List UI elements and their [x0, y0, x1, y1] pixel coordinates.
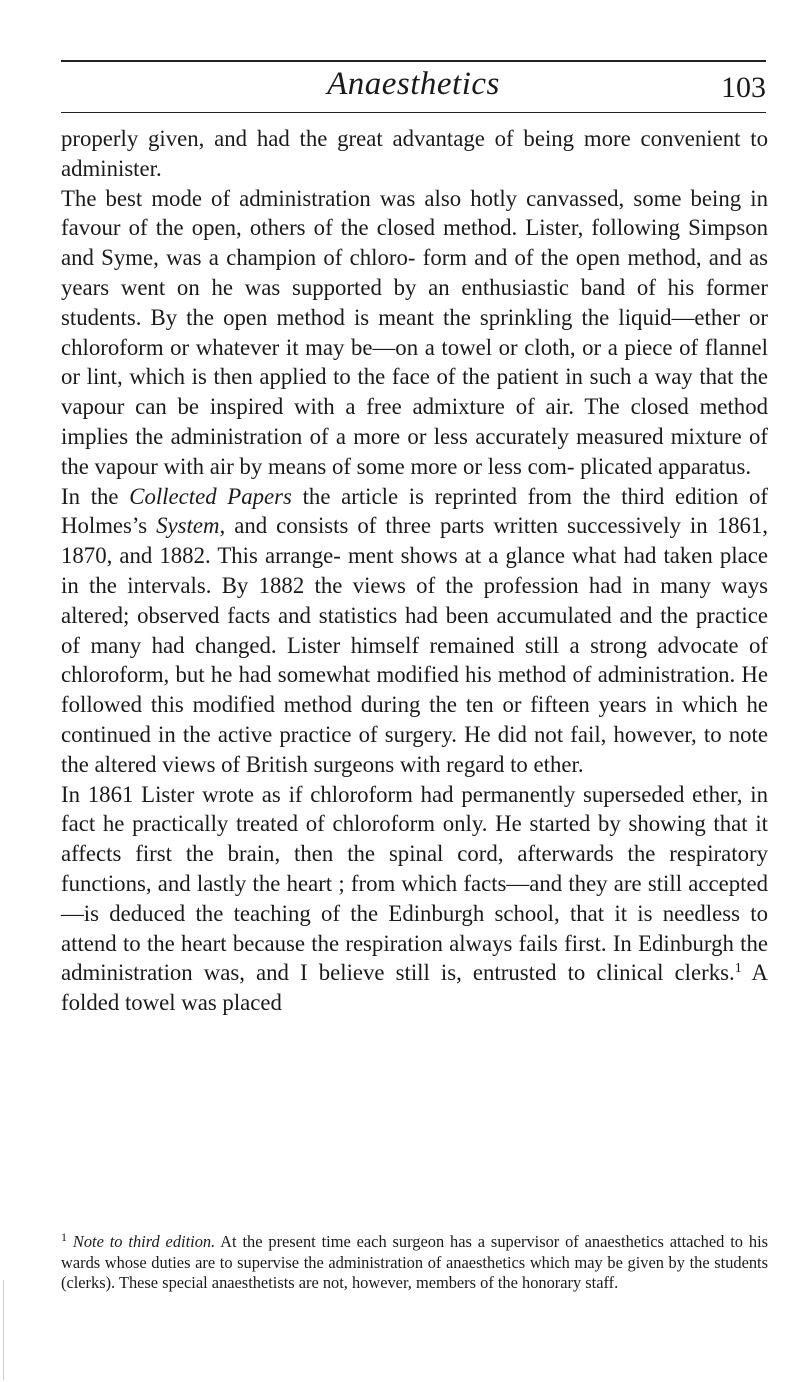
- paragraph-3-part-e: and consists of three parts written successively in 1861, 1870, and 1882. This arrange- ment shows at a glance what had taken place in the intervals. By 1882 the views of the profession had in many ways altered; observed facts and statistics had been accumulated and the practice of many had changed. Lister himself remained still a strong advocate of chloroform, but he had somewhat modified his method of administration. He followed this modified method during the ten or fifteen years in which he continued in the active practice of surgery. He did not fail, however, to note the altered views of British surgeons with regard to ether.: [61, 513, 768, 777]
- running-title: Anaesthetics: [327, 66, 500, 102]
- body-text: [61, 124, 768, 1018]
- paragraph-3-part-c: the article is reprinted from the third edition of Holmes’s: [61, 483, 768, 539]
- footnote: [61, 1232, 768, 1294]
- running-head: [61, 64, 766, 108]
- footnote-mark: 1: [61, 1230, 67, 1244]
- paragraph-4-part-a: In 1861 Lister wrote as if chloroform had permanently superseded ether, in fact he practically treated of chloroform only. He started by showing that it affects first the brain, then the spinal cord, afterwards the respiratory functions, and lastly the heart ; from which facts—and they are still accepted —is deduced the teaching of the Edinburgh school, that it is needless to attend to the heart because the respiration always fails first. In Edinburgh the administration was, and I believe still is, entrusted to clinical clerks.: [61, 781, 768, 986]
- paragraph-4-part-b: A folded towel was placed: [61, 960, 768, 1016]
- footnote-label: Note to third edition.: [72, 1232, 216, 1251]
- collected-papers-title: Collected Papers: [129, 483, 292, 509]
- top-rule: [61, 60, 766, 62]
- paragraph-1: properly given, and had the great advantage of being more convenient to administer.: [61, 126, 768, 181]
- footnote-text: At the present time each surgeon has a supervisor of anaesthetics attached to his wards whose duties are to supervise the administration of anaesthetics which may be given by the students (clerks). These special anaesthetists are not, however, members of the honorary staff.: [61, 1232, 768, 1292]
- paragraph-2: The best mode of administration was also hotly canvassed, some being in favour of the open, others of the closed method. Lister, following Simpson and Syme, was a champion of chloro- form and of the open method, and as years went on he was supported by an enthusiastic band of his former students. By the open method is meant the sprinkling the liquid—ether or chloroform or whatever it may be—on a towel or cloth, or a piece of flannel or lint, which is then applied to the face of the patient in such a way that the vapour can be inspired with a free admixture of air. The closed method implies the administration of a more or less accurately measured mixture of the vapour with air by means of some more or less com- plicated apparatus.: [61, 185, 768, 479]
- page-number: 103: [721, 71, 766, 104]
- scan-margin-line: [3, 1280, 4, 1380]
- header-rule: [61, 112, 766, 113]
- paragraph-3-part-a: In the: [61, 483, 130, 509]
- system-title: System,: [156, 513, 226, 539]
- paragraph-3: [61, 482, 768, 780]
- paragraph-4: [61, 780, 768, 1018]
- footnote-reference[interactable]: 1: [734, 961, 742, 977]
